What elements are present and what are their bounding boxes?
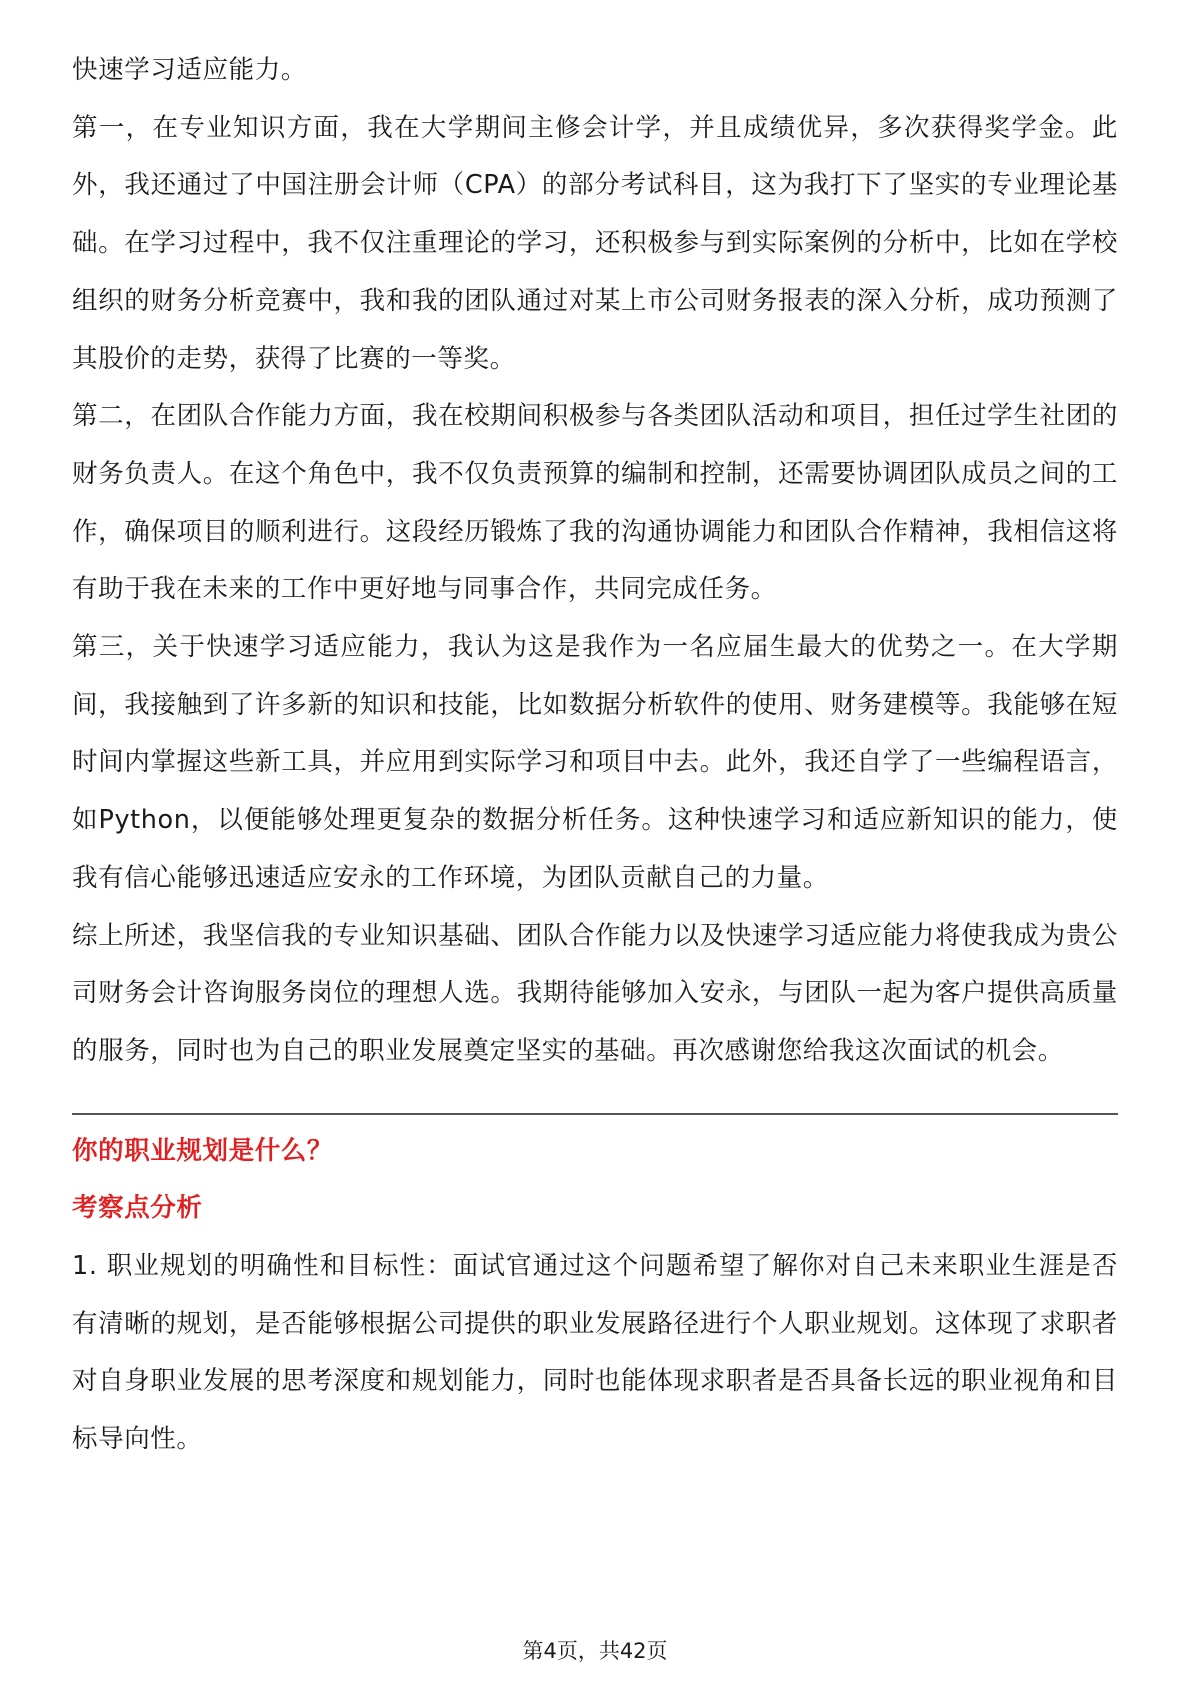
analysis-title: 考察点分析 — [72, 1193, 203, 1224]
section-divider — [72, 1113, 1118, 1115]
paragraph-conclusion: 综上所述，我坚信我的专业知识基础、团队合作能力以及快速学习适应能力将使我成为贵公司财务会计咨询服务岗位的理想人选。我期待能够加入安永，与团队一起为客户提供高质量的服务，同时也为自己的职业发展奠定坚实的基础。再次感谢您给我这次面试的机会。 — [72, 920, 1118, 1066]
analysis-paragraph-1: 1. 职业规划的明确性和目标性：面试官通过这个问题希望了解你对自己未来职业生涯是否有清晰的规划，是否能够根据公司提供的职业发展路径进行个人职业规划。这体现了求职者对自身职业发展的思考深度和规划能力，同时也能体现求职者是否具备长远的职业视角和目标导向性。 — [72, 1251, 1118, 1455]
paragraph-third-point: 第三，关于快速学习适应能力，我认为这是我作为一名应届生最大的优势之一。在大学期间，我接触到了许多新的知识和技能，比如数据分析软件的使用、财务建模等。我能够在短时间内掌握这些新工具，并应用到实际学习和项目中去。此外，我还自学了一些编程语言，如Python，以便能够处理更复杂的数据分析任务。这种快速学习和适应新知识的能力，使我有信心能够迅速适应安永的工作环境，为团队贡献自己的力量。 — [72, 632, 1118, 893]
paragraph-first-point: 第一，在专业知识方面，我在大学期间主修会计学，并且成绩优异，多次获得奖学金。此外，我还通过了中国注册会计师（CPA）的部分考试科目，这为我打下了坚实的专业理论基础。在学习过程中，我不仅注重理论的学习，还积极参与到实际案例的分析中，比如在学校组织的财务分析竞赛中，我和我的团队通过对某上市公司财务报表的深入分析，成功预测了其股价的走势，获得了比赛的一等奖。 — [72, 112, 1118, 374]
page-number-footer: 第4页，共42页 — [522, 1639, 668, 1663]
question-title: 你的职业规划是什么？ — [72, 1135, 334, 1166]
paragraph-second-point: 第二，在团队合作能力方面，我在校期间积极参与各类团队活动和项目，担任过学生社团的财务负责人。在这个角色中，我不仅负责预算的编制和控制，还需要协调团队成员之间的工作，确保项目的顺利进行。这段经历锻炼了我的沟通协调能力和团队合作精神，我相信这将有助于我在未来的工作中更好地与同事合作，共同完成任务。 — [72, 401, 1118, 605]
paragraph-intro-tail: 快速学习适应能力。 — [72, 55, 307, 85]
document-page — [72, 42, 1118, 1469]
